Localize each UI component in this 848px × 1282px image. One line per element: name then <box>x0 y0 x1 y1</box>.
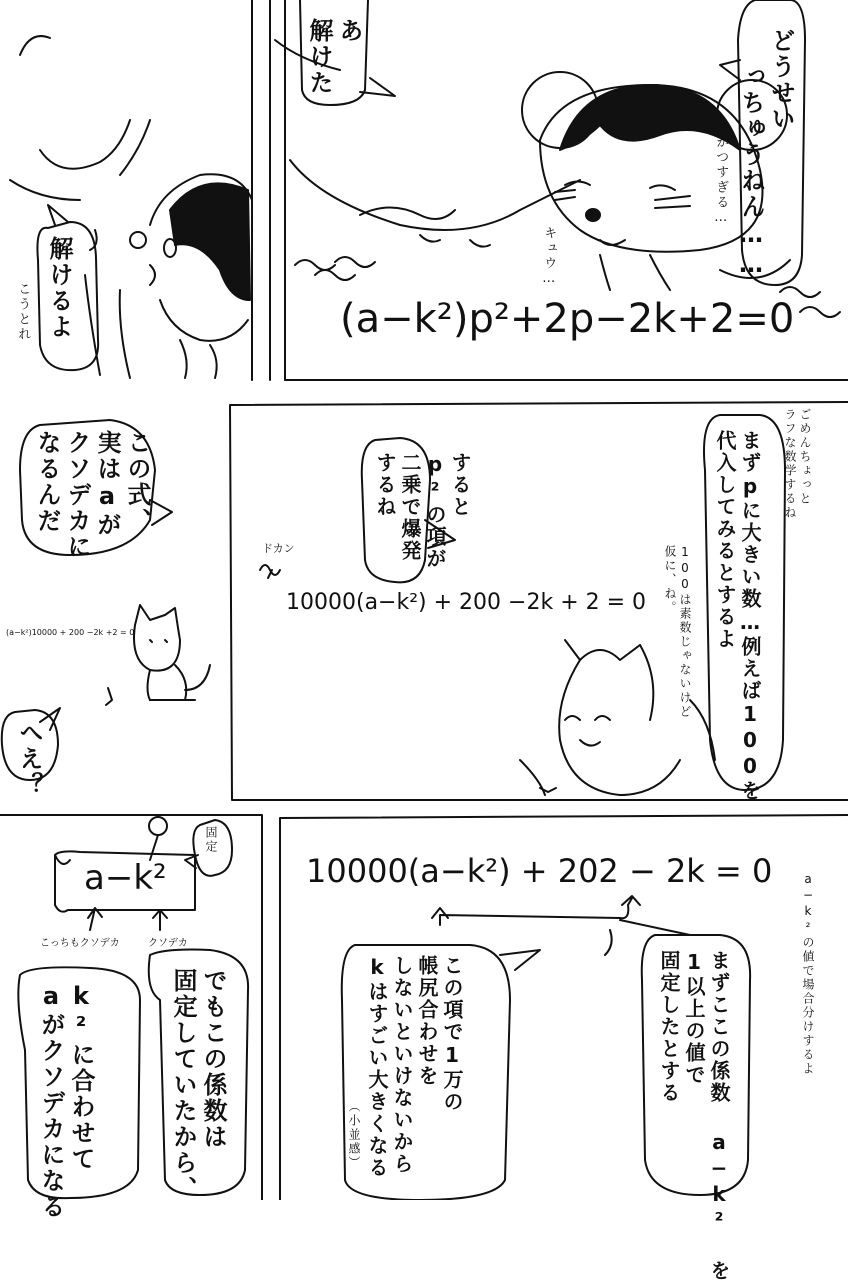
p3-aside: いかつすぎる… <box>713 120 729 227</box>
p3-speech-line1: どうせい <box>767 28 795 132</box>
p1-aside: こうとれ <box>15 282 31 342</box>
p3-speech-line2: っちゅうねん…… <box>737 64 765 280</box>
panel-7-arrows <box>432 896 640 955</box>
p4-speech: この式、 実はaが クソデカに なるんだ <box>33 430 151 560</box>
p5-sfx: ドカン <box>262 542 295 555</box>
p7-speech-b: この項で1万の 帳尻合わせを しないといけないから kはすごい大きくなる <box>365 955 464 1179</box>
p5-equation: 10000(a−k²) + 200 −2k + 2 = 0 <box>286 590 647 615</box>
p6-term: a−k² <box>84 858 167 898</box>
p5-aside: 100は素数じゃないけど 仮に、ね。 <box>663 545 692 719</box>
p7-speech-a: まずここの係数 a−k² を 1以上の値で 固定したとする <box>657 950 731 1282</box>
p3-equation: (a−k²)p²+2p−2k+2=0 <box>340 296 795 342</box>
p6-pin-note: 固定 <box>204 826 218 854</box>
sfx-dokan-marks <box>260 565 280 578</box>
p5-corner-note: ごめんちょっと ラフな数学するね <box>783 408 812 520</box>
p4-mini-equation: (a−k²)10000 + 200 −2k +2 = 0 <box>6 628 135 637</box>
p3-sfx: キュウ… <box>541 226 557 288</box>
p4-reply: へえ？ <box>15 720 43 798</box>
p7-equation: 10000(a−k²) + 202 − 2k = 0 <box>306 852 773 890</box>
p1-speech: 解けるよ <box>45 236 73 340</box>
p5-speech-b: すると p²の項が 二乗で爆発 するね <box>373 452 472 570</box>
p7-side-note: a−k²の値で場合分けするよ <box>801 872 815 1076</box>
panel-4-characters <box>106 605 210 705</box>
p6-label-right: クソデカ <box>148 938 188 949</box>
p5-speech-a: まずpに大きい数…例えば100を 代入してみるとするよ <box>713 430 762 802</box>
p7-aside: （小並感） <box>347 1100 361 1170</box>
p6-speech-a: でもこの係数は 固定していたから、 <box>169 968 227 1202</box>
panel-2-frame <box>270 0 285 380</box>
p6-speech-b: k²に合わせて aがクソデカになる <box>37 982 95 1220</box>
p6-label-left: こっちもクソデカ <box>40 938 120 949</box>
p2-speech: あ 解けた <box>305 18 363 96</box>
